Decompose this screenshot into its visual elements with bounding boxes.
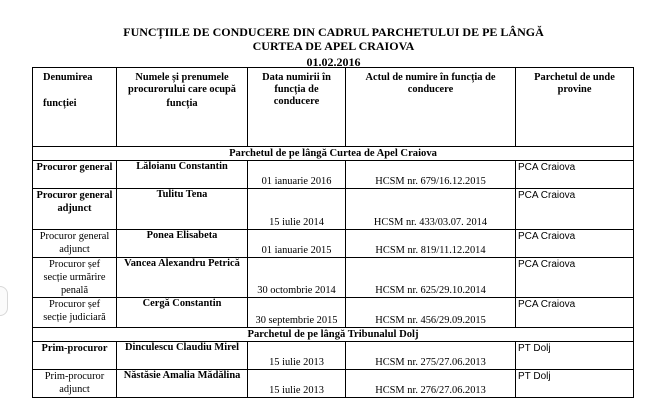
- table-row: [33, 230, 634, 258]
- cell-date: 01 ianuarie 2015: [248, 230, 346, 258]
- cell-name: Năstăsie Amalia Mădălina: [117, 370, 248, 398]
- cell-origin: PCA Craiova: [516, 258, 634, 298]
- header-origin: Parchetul de unde provine: [516, 68, 634, 147]
- cell-date: 15 iulie 2014: [248, 189, 346, 230]
- cell-act: HCSM nr. 275/27.06.2013: [346, 342, 516, 370]
- table-row: [33, 342, 634, 370]
- table-row: [33, 258, 634, 298]
- header-appointment-act: Actul de numire în funcția de conducere: [346, 68, 516, 147]
- cell-date: 15 iulie 2013: [248, 342, 346, 370]
- cell-name: Tulitu Tena: [117, 189, 248, 230]
- cell-date: 01 ianuarie 2016: [248, 161, 346, 189]
- cell-act: HCSM nr. 679/16.12.2015: [346, 161, 516, 189]
- cell-origin: PCA Craiova: [516, 298, 634, 328]
- cell-function: Procuror general adjunct: [33, 230, 117, 258]
- leadership-table: [32, 67, 634, 398]
- header-name: [117, 68, 248, 147]
- cell-date: 30 octombrie 2014: [248, 258, 346, 298]
- section-label: Parchetul de pe lângă Tribunalul Dolj: [33, 328, 634, 342]
- cell-function: Prim-procuror adjunct: [33, 370, 117, 398]
- cell-date: 30 septembrie 2015: [248, 298, 346, 328]
- section-row-pca: [33, 147, 634, 161]
- cell-name: Cergă Constantin: [117, 298, 248, 328]
- section-row-pt-dolj: [33, 328, 634, 342]
- cell-act: HCSM nr. 456/29.09.2015: [346, 298, 516, 328]
- header-function: [33, 68, 117, 147]
- document-title-line2: CURTEA DE APEL CRAIOVA: [252, 39, 415, 53]
- header-function-line2: funcției: [43, 98, 77, 109]
- header-appointment-date: Data numirii în funcția de conducere: [248, 68, 346, 147]
- cell-origin: PCA Craiova: [516, 161, 634, 189]
- cell-name: Ponea Elisabeta: [117, 230, 248, 258]
- cell-origin: PT Dolj: [516, 342, 634, 370]
- table-row: [33, 298, 634, 328]
- header-name-main: Numele și prenumele procurorului care ocupă: [128, 72, 236, 95]
- table-header-row: [33, 68, 634, 147]
- table-row: [33, 189, 634, 230]
- cell-origin: PCA Craiova: [516, 230, 634, 258]
- cell-name: Dinculescu Claudiu Mirel: [117, 342, 248, 370]
- cell-function: Procuror șef secție urmărire penală: [33, 258, 117, 298]
- table-row: [33, 370, 634, 398]
- cell-origin: PT Dolj: [516, 370, 634, 398]
- cell-function: Procuror general adjunct: [33, 189, 117, 230]
- header-name-last: funcția: [166, 98, 198, 109]
- section-label: Parchetul de pe lângă Curtea de Apel Craiova: [33, 147, 634, 161]
- scroll-edge-handle[interactable]: [0, 286, 8, 316]
- cell-act: HCSM nr. 625/29.10.2014: [346, 258, 516, 298]
- document-title-line1: FUNCȚIILE DE CONDUCERE DIN CADRUL PARCHETULUI DE PE LÂNGĂ: [123, 25, 544, 39]
- cell-origin: PCA Craiova: [516, 189, 634, 230]
- cell-function: Procuror general: [33, 161, 117, 189]
- document-date: 01.02.2016: [306, 55, 361, 69]
- cell-function: Prim-procuror: [33, 342, 117, 370]
- cell-act: HCSM nr. 433/03.07. 2014: [346, 189, 516, 230]
- cell-function: Procuror șef secție judiciară: [33, 298, 117, 328]
- cell-act: HCSM nr. 276/27.06.2013: [346, 370, 516, 398]
- cell-name: Lăloianu Constantin: [117, 161, 248, 189]
- table-row: [33, 161, 634, 189]
- cell-name: Vancea Alexandru Petrică: [117, 258, 248, 298]
- header-function-line1: Denumirea: [43, 72, 93, 83]
- cell-date: 15 iulie 2013: [248, 370, 346, 398]
- cell-act: HCSM nr. 819/11.12.2014: [346, 230, 516, 258]
